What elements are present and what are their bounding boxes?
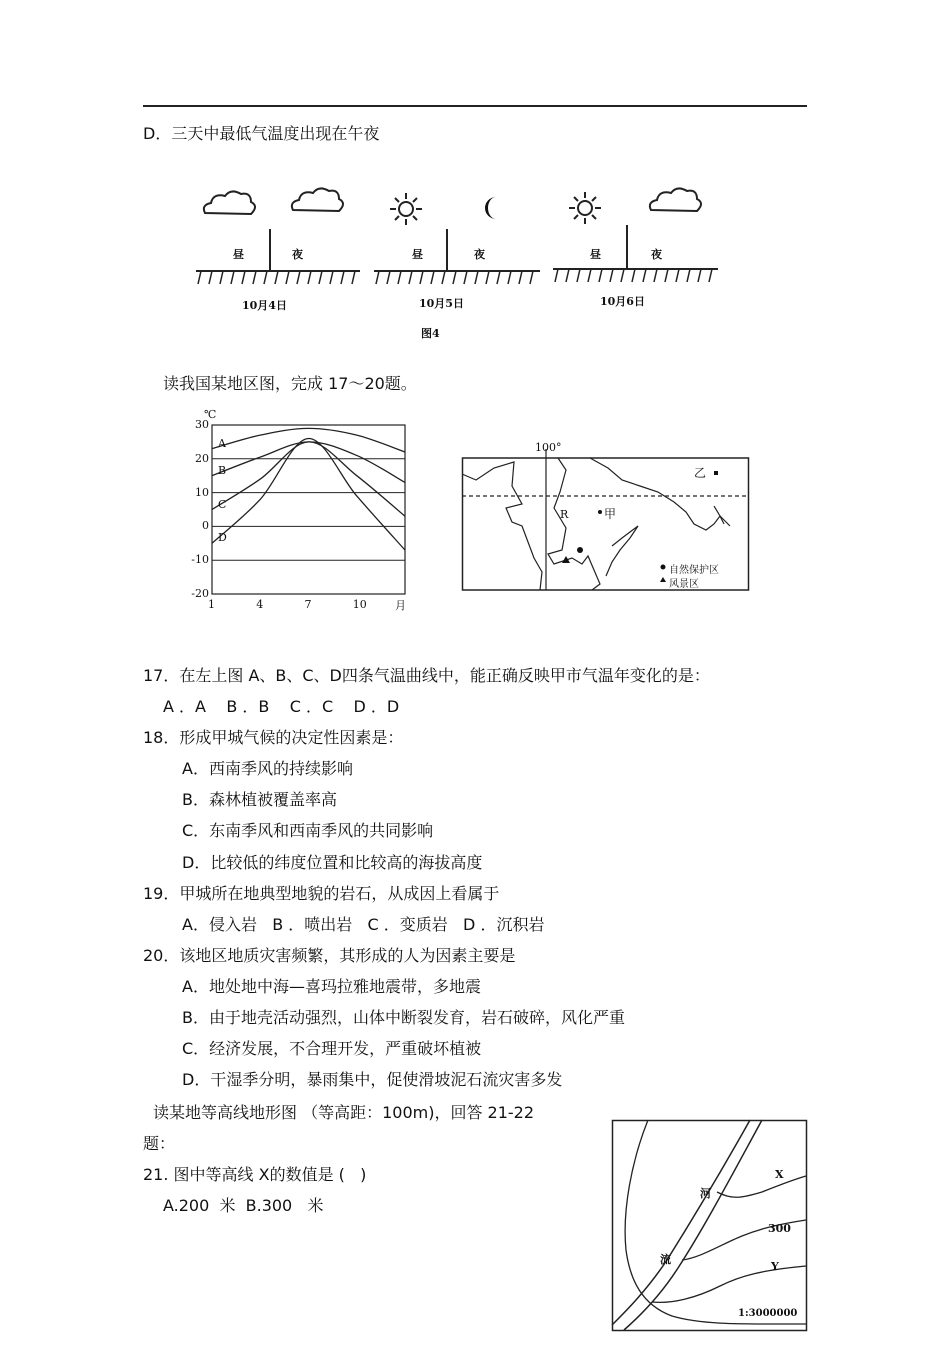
q20-option-c: C．经济发展，不合理开发，严重破坏植被 — [182, 1039, 482, 1058]
ground-hatch — [709, 269, 712, 282]
series-B-line — [212, 442, 405, 483]
chart-ytick-label: 30 — [195, 418, 209, 431]
panel2-night-label: 夜 — [474, 248, 485, 261]
ground-hatch — [387, 271, 390, 284]
nature-reserve-icon — [577, 547, 583, 553]
contour-label-300: 300 — [768, 1222, 791, 1235]
ground-hatch — [475, 271, 478, 284]
ground-hatch — [464, 271, 467, 284]
q20-option-a: A．地处地中海—喜玛拉雅地震带，多地震 — [182, 977, 481, 996]
q20-stem: 20．该地区地质灾害频繁，其形成的人为因素主要是 — [143, 946, 516, 965]
chart-ytick-label: 10 — [195, 485, 209, 499]
panel1-date: 10月4日 — [242, 299, 287, 312]
border-line-1 — [462, 462, 542, 590]
ground-hatch — [621, 269, 624, 282]
river-bank-right — [624, 1120, 762, 1330]
cloud-icon — [204, 191, 255, 214]
city-jia-marker — [598, 510, 602, 514]
panel3-day-label: 昼 — [590, 248, 601, 261]
sun-icon — [390, 193, 422, 225]
chart-xtick-label: 4 — [256, 598, 264, 611]
series-D-line — [212, 436, 405, 551]
map-longitude-label: 100° — [535, 441, 562, 454]
ground-hatch — [308, 271, 311, 284]
q18-option-a: A．西南季风的持续影响 — [182, 759, 353, 778]
ground-hatch — [209, 271, 212, 284]
ground-hatch — [352, 271, 355, 284]
chart-xtick-label: 10 — [352, 598, 367, 611]
panel3-night-label: 夜 — [651, 248, 662, 261]
chart-ylabel: ℃ — [204, 408, 217, 421]
river-bank-left — [612, 1120, 750, 1325]
ground-hatch — [330, 271, 333, 284]
contour-river-char-1: 河 — [700, 1187, 711, 1200]
ground-hatch — [297, 271, 300, 284]
series-B-label: B — [218, 463, 227, 477]
map-city-jia: 甲 — [604, 507, 617, 521]
border-line-2 — [548, 458, 600, 590]
panel1-night-label: 夜 — [292, 248, 303, 261]
ground-hatch — [286, 271, 289, 284]
contour-river-char-2: 流 — [660, 1253, 671, 1266]
q21-stem: 21. 图中等高线 X的数值是 ( ) — [143, 1165, 367, 1184]
cloud-icon — [292, 188, 343, 211]
ground-line-3 — [553, 225, 718, 269]
q19-stem: 19．甲城所在地典型地貌的岩石，从成因上看属于 — [143, 884, 500, 903]
q20-option-b: B．由于地壳活动强烈，山体中断裂发育，岩石破碎，风化严重 — [182, 1008, 625, 1027]
map-river-label: R — [560, 508, 569, 521]
ground-hatch — [376, 271, 379, 284]
ground-hatch — [231, 271, 234, 284]
q20-option-d: D．干湿季分明，暴雨集中，促使滑坡泥石流灾害多发 — [182, 1070, 563, 1089]
ground-hatch — [519, 271, 522, 284]
ground-hatch — [687, 269, 690, 282]
map-city-yi: 乙 — [694, 466, 707, 480]
ground-hatch — [599, 269, 602, 282]
panel1-day-label: 昼 — [233, 248, 244, 261]
q18-option-d: D．比较低的纬度位置和比较高的海拔高度 — [182, 853, 483, 872]
ground-hatch — [198, 271, 201, 284]
map-legend-scenic: 风景区 — [669, 579, 699, 590]
q19-options: A．侵入岩 B ．喷出岩 C ．变质岩 D ．沉积岩 — [182, 915, 545, 934]
ground-hatch — [555, 269, 558, 282]
figure-4-caption: 图4 — [421, 327, 440, 340]
ground-hatch — [341, 271, 344, 284]
ground-hatch — [486, 271, 489, 284]
ground-hatch — [577, 269, 580, 282]
ground-hatch — [588, 269, 591, 282]
intro-21-22: 读某地等高线地形图 （等高距：100m)，回答 21-22 — [153, 1103, 535, 1122]
panel2-day-label: 昼 — [412, 248, 423, 261]
q17-stem: 17．在左上图 A、B、C、D四条气温曲线中，能正确反映甲市气温年变化的是： — [143, 666, 710, 685]
ground-hatch — [264, 271, 267, 284]
q17-options: A ．A B ．B C ．C D ．D — [163, 697, 400, 716]
q18-stem: 18．形成甲城气候的决定性因素是： — [143, 728, 404, 747]
series-C-line — [212, 442, 405, 516]
ground-hatch — [665, 269, 668, 282]
map-legend-reserve: 自然保护区 — [669, 565, 719, 576]
ground-hatch — [275, 271, 278, 284]
series-D-label: D — [218, 531, 227, 545]
series-A-label: A — [218, 436, 226, 450]
q18-option-c: C．东南季风和西南季风的共同影响 — [182, 821, 434, 840]
sun-icon — [569, 192, 601, 224]
ground-hatch — [453, 271, 456, 284]
map-legend — [660, 565, 666, 583]
ground-hatch — [420, 271, 423, 284]
q21-options: A.200 米 B.300 米 — [163, 1196, 324, 1215]
ground-hatch — [497, 271, 500, 284]
ground-line-2 — [374, 229, 540, 271]
chart-xtick-label: 7 — [304, 598, 312, 611]
ground-hatch — [676, 269, 679, 282]
chart-ytick-label: 20 — [195, 451, 209, 465]
ground-hatch — [610, 269, 613, 282]
chart-xlabel: 月 — [395, 599, 406, 612]
chart-ytick-label: -20 — [191, 587, 209, 600]
question-option-d: D．三天中最低气温度出现在午夜 — [143, 124, 380, 143]
ground-line-1 — [196, 229, 360, 271]
ground-hatch — [698, 269, 701, 282]
cloud-icon — [650, 188, 701, 211]
contour-scale: 1:3000000 — [738, 1308, 798, 1319]
ground-hatch — [508, 271, 511, 284]
ground-hatch — [632, 269, 635, 282]
intro-17-20: 读我国某地区图，完成 17～20题。 — [163, 374, 417, 393]
ground-hatch — [530, 271, 533, 284]
ground-hatch — [319, 271, 322, 284]
series-C-label: C — [218, 497, 227, 511]
intro-21-22-cont: 题： — [143, 1134, 176, 1153]
chart-frame — [212, 425, 405, 594]
ground-hatch — [643, 269, 646, 282]
panel3-date: 10月6日 — [600, 295, 645, 308]
ground-hatch — [398, 271, 401, 284]
ground-hatch — [253, 271, 256, 284]
ground-hatch — [242, 271, 245, 284]
series-A-line — [212, 428, 405, 452]
ground-hatch — [654, 269, 657, 282]
contour-label-x: X — [775, 1168, 784, 1181]
chart-xtick-label: 1 — [208, 598, 215, 611]
ground-hatch — [442, 271, 445, 284]
border-line-4 — [606, 526, 638, 576]
figure-4 — [0, 0, 950, 360]
city-yi-marker — [714, 471, 718, 475]
moon-icon — [485, 197, 496, 219]
ground-hatch — [220, 271, 223, 284]
ground-hatch — [431, 271, 434, 284]
ground-hatch — [566, 269, 569, 282]
ground-hatch — [409, 271, 412, 284]
panel2-date: 10月5日 — [419, 297, 464, 310]
contour-label-y: Y — [771, 1260, 779, 1273]
chart-ytick-label: -10 — [191, 553, 209, 567]
chart-ytick-label: 0 — [202, 519, 209, 533]
q18-option-b: B．森林植被覆盖率高 — [182, 790, 337, 809]
